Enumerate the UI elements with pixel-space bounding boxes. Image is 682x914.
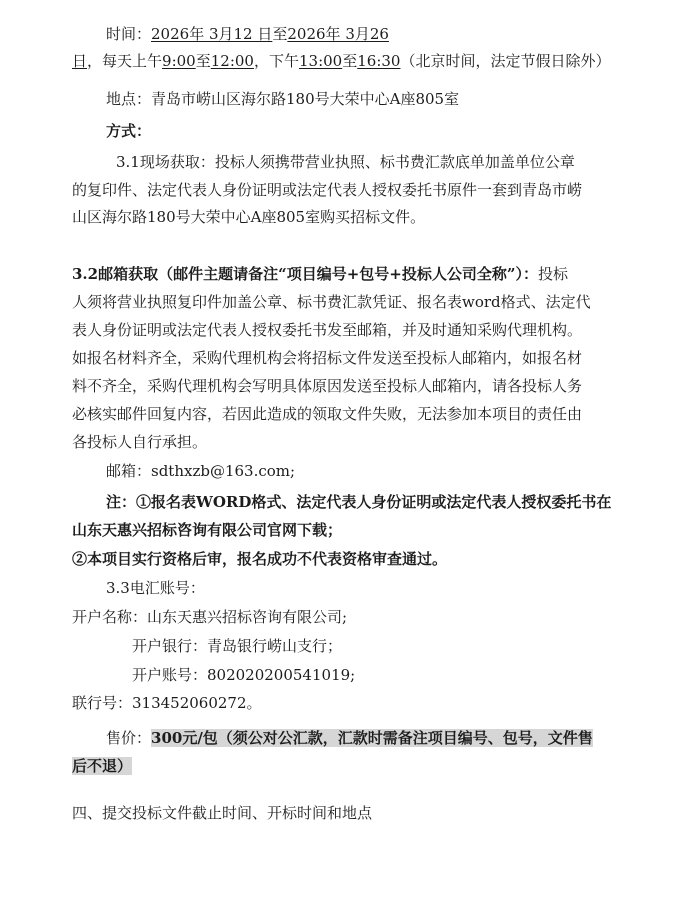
time-start: 2026年 3月12 日 xyxy=(151,25,273,43)
email-line-6: 各投标人自行承担。 xyxy=(72,433,208,451)
onsite-line-1: 3.1现场获取：投标人须携带营业执照、标书费汇款底单加盖单位公章 xyxy=(116,153,575,171)
email-line-3: 如报名材料齐全，采购代理机构会将招标文件发送至投标人邮箱内，如报名材 xyxy=(72,349,583,367)
time-end: 2026年 3月26 xyxy=(287,25,389,43)
price-line-1 xyxy=(106,728,593,748)
place-line: 地点：青岛市崂山区海尔路180号大荣中心A座805室 xyxy=(106,90,460,108)
account-number: 开户账号：802020200541019; xyxy=(132,666,356,684)
am-end: 12:00 xyxy=(210,52,254,70)
pm-label: ，下午 xyxy=(253,52,299,70)
email-title-line xyxy=(72,264,568,284)
note-line-1: 注：①报名表WORD格式、法定代表人身份证明或法定代表人授权委托书在 xyxy=(106,493,612,511)
onsite-line-3: 山区海尔路180号大荣中心A座805室购买招标文件。 xyxy=(72,208,426,226)
price-line-2 xyxy=(72,756,132,776)
time-end-day: 日 xyxy=(72,52,88,70)
onsite-line-2: 的复印件、法定代表人身份证明或法定代表人授权委托书原件一套到青岛市崂 xyxy=(72,181,583,199)
time-note: （北京时间，法定节假日除外） xyxy=(400,52,611,70)
email-address: 邮箱：sdthxzb@163.com; xyxy=(106,462,296,480)
bank-name: 开户银行：青岛银行崂山支行； xyxy=(132,637,343,655)
time-line-2 xyxy=(72,51,610,71)
note-line-2: 山东天惠兴招标咨询有限公司官网下载； xyxy=(72,521,343,539)
note-line-3: ②本项目实行资格后审，报名成功不代表资格审查通过。 xyxy=(72,550,448,568)
time-to: 至 xyxy=(272,25,288,43)
bank-heading: 3.3电汇账号： xyxy=(106,579,205,597)
email-line-5: 必核实邮件回复内容，若因此造成的领取文件失败，无法参加本项目的责任由 xyxy=(72,405,583,423)
pm-to: 至 xyxy=(342,52,358,70)
email-title: 3.2邮箱获取（邮件主题请备注“项目编号+包号+投标人公司全称”）： xyxy=(72,265,538,283)
price-text-1: 300元/包（须公对公汇款，汇款时需备注项目编号、包号，文件售 xyxy=(151,729,593,747)
time-daily: ，每天上午 xyxy=(87,52,163,70)
pm-end: 16:30 xyxy=(357,52,401,70)
time-label: 时间： xyxy=(106,25,152,43)
email-line-2: 表人身份证明或法定代表人授权委托书发至邮箱，并及时通知采购代理机构。 xyxy=(72,321,583,339)
section-4-heading: 四、提交投标文件截止时间、开标时间和地点 xyxy=(72,804,373,822)
email-line-4: 料不齐全，采购代理机构会写明具体原因发送至投标人邮箱内，请各投标人务 xyxy=(72,377,583,395)
am-start: 9:00 xyxy=(162,52,196,70)
price-text-2: 后不退） xyxy=(72,757,133,775)
pm-start: 13:00 xyxy=(298,52,343,70)
email-title-rest: 投标 xyxy=(538,265,569,283)
am-to: 至 xyxy=(195,52,211,70)
account-name: 开户名称：山东天惠兴招标咨询有限公司; xyxy=(72,608,348,626)
price-label: 售价： xyxy=(106,729,152,747)
email-line-1: 人须将营业执照复印件加盖公章、标书费汇款凭证、报名表word格式、法定代 xyxy=(72,293,591,311)
time-line xyxy=(106,24,389,44)
method-heading: 方式： xyxy=(106,122,152,140)
union-number: 联行号：313452060272。 xyxy=(72,694,262,712)
